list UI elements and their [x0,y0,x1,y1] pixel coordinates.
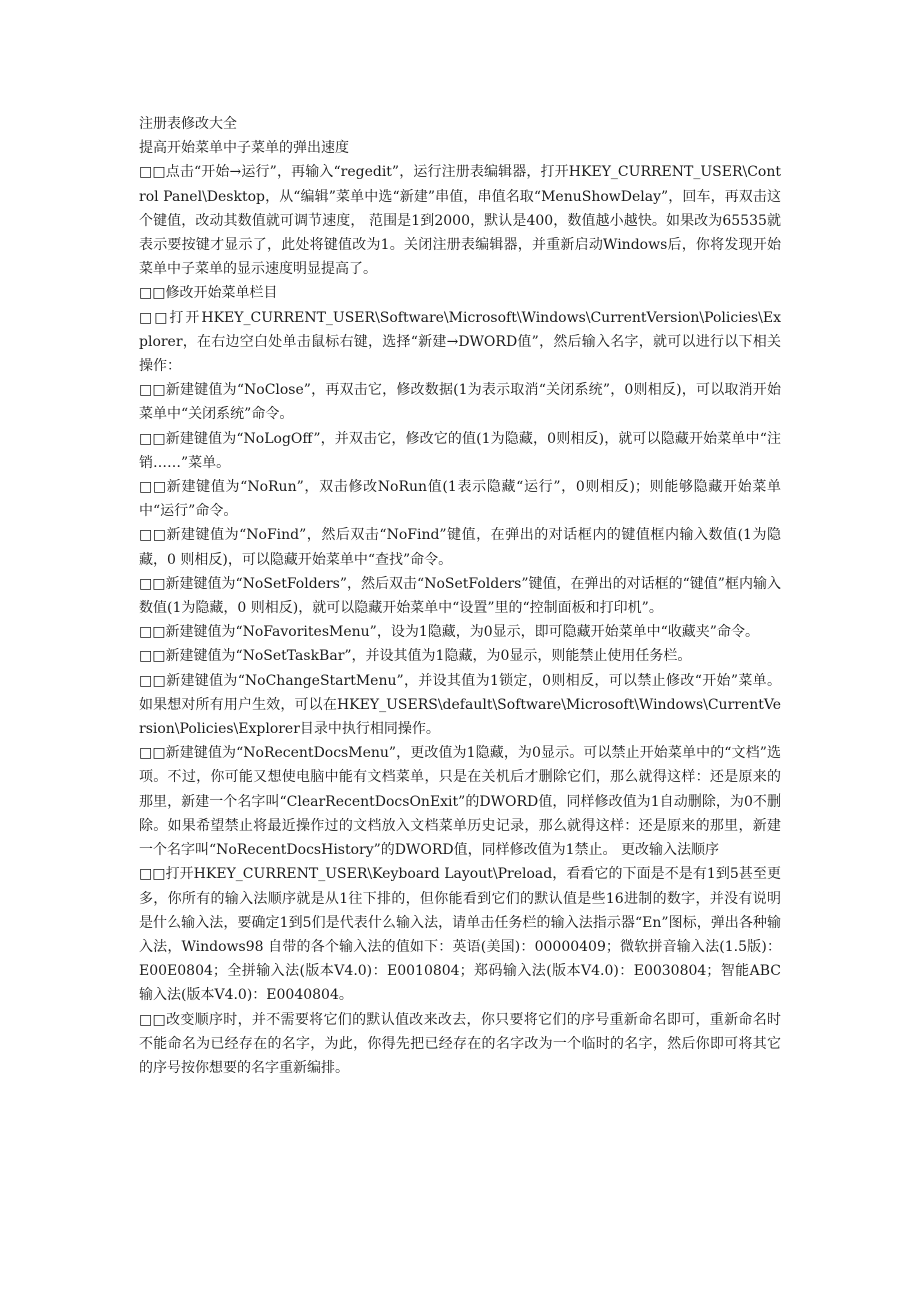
paragraph-norun: □□新建键值为“NoRun”，双击修改NoRun值(1表示隐藏“运行”，0则相反)；则能够隐藏开始菜单中“运行”命令。 [139,479,781,520]
paragraph-keyboard-preload: □□打开HKEY_CURRENT_USER\Keyboard Layout\Preload，看看它的下面是不是有1到5甚至更多，你所有的输入法顺序就是从1往下排的，但你能看到它们的默认值是些16进制的数字，并没有说明是什么输入法，要确定1到5们是代表什么输入法，请单击任务栏的输入法指示器“En”图标，弹出各种输入法，Windows98 自带的各个输入法的值如下：英语(美国)：00000409；微软拼音输入法(1.5版)：E00E0804；全拼输入法(版本V4.0)：E0010804；郑码输入法(版本V4.0)：E0030804；智能ABC输入法(版本V4.0)：E0040804。 [139,866,781,1004]
paragraph-rename-order: □□改变顺序时，并不需要将它们的默认值改来改去，你只要将它们的序号重新命名即可，重新命名时不能命名为已经存在的名字，为此，你得先把已经存在的名字改为一个临时的名字，然后你即可将其它的序号按你想要的名字重新编排。 [139,1011,781,1076]
paragraph-norecentdocsmenu: □□新建键值为“NoRecentDocsMenu”，更改值为1隐藏，为0显示。可以禁止开始菜单中的“文档”选项。不过，你可能又想使电脑中能有文档菜单，只是在关机后才删除它们，那么就得这样：还是原来的那里，新建一个名字叫“ClearRecentDocsOnExit”的DWORD值，同样修改值为1自动删除，为0不删除。如果希望禁止将最近操作过的文档放入文档菜单历史记录，那么就得这样：还是原来的那里，新建一个名字叫“NoRecentDocsHistory”的DWORD值，同样修改值为1禁止。 更改输入法顺序 [139,745,781,859]
section-heading-start-menu-items: □□修改开始菜单栏目 [139,285,278,302]
paragraph-nochangestartmenu: □□新建键值为“NoChangeStartMenu”，并设其值为1锁定，0则相反，可以禁止修改“开始”菜单。如果想对所有用户生效，可以在HKEY_USERS\default\Software\Microsoft\Windows\CurrentVersion\Policies\Explorer目录中执行相同操作。 [139,672,781,738]
paragraph-nofind: □□新建键值为“NoFind”，然后双击“NoFind”键值，在弹出的对话框内的键值框内输入数值(1为隐藏，0 则相反)，可以隐藏开始菜单中“查找”命令。 [139,527,781,568]
paragraph-noclose: □□新建键值为“NoClose”，再双击它，修改数据(1为表示取消“关闭系统”，0则相反)，可以取消开始菜单中“关闭系统”命令。 [139,382,781,423]
paragraph-nosettaskbar: □□新建键值为“NoSetTaskBar”，并设其值为1隐藏，为0显示，则能禁止使用任务栏。 [139,648,692,665]
section-heading-submenu-speed: 提高开始菜单中子菜单的弹出速度 [139,140,349,157]
paragraph-menu-show-delay: □□点击“开始→运行”，再输入“regedit”，运行注册表编辑器，打开HKEY_CURRENT_USER\Control Panel\Desktop，从“编辑”菜单中选“新建”串值，串值名取“MenuShowDelay”，回车，再双击这个键值，改动其数值就可调节速度， 范围是1到2000，默认是400，数值越小越快。如果改为65535就表示要按键才显示了，此处将键值改为1。关闭注册表编辑器，并重新启动Windows后，你将发现开始菜单中子菜单的显示速度明显提高了。 [139,164,781,278]
paragraph-nologoff: □□新建键值为“NoLogOff”，并双击它，修改它的值(1为隐藏，0则相反)，就可以隐藏开始菜单中“注销……”菜单。 [139,430,781,471]
paragraph-nosetfolders: □□新建键值为“NoSetFolders”，然后双击“NoSetFolders”键值，在弹出的对话框的“键值”框内输入数值(1为隐藏，0 则相反)，就可以隐藏开始菜单中“设置”里的“控制面板和打印机”。 [139,575,781,617]
document-body [139,112,781,1080]
paragraph-nofavoritesmenu: □□新建键值为“NoFavoritesMenu”，设为1隐藏，为0显示，即可隐藏开始菜单中“收藏夹”命令。 [139,624,759,641]
paragraph-explorer-policies: □□打开HKEY_CURRENT_USER\Software\Microsoft\Windows\CurrentVersion\Policies\Explorer，在右边空白处单击鼠标右键，选择“新建→DWORD值”，然后输入名字，就可以进行以下相关操作： [139,309,781,375]
document-title: 注册表修改大全 [139,116,237,132]
